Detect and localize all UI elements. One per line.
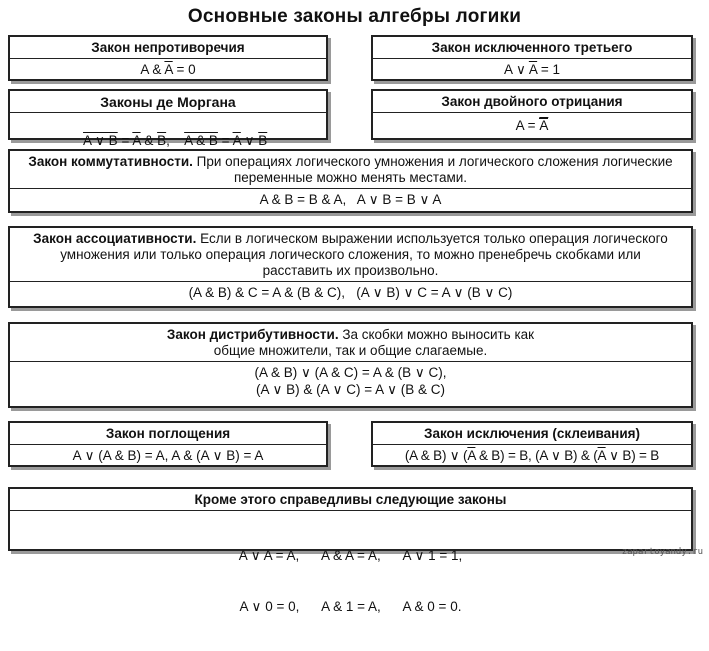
excluded-middle-box bbox=[371, 35, 693, 81]
excluded-middle-head: Закон исключенного третьего bbox=[373, 37, 691, 59]
associative-formula: (A & B) & C = A & (B & C), (A ∨ B) ∨ C = A ∨ (B ∨ C) bbox=[188, 285, 513, 300]
absorption-head: Закон поглощения bbox=[10, 423, 326, 445]
elimination-formula: (A & B) ∨ ($\overline{A}$ & B) = B, (A ∨ B) & ($\overline{A}$ ∨ B) = B bbox=[404, 448, 660, 463]
de-morgan-head: Законы де Моргана bbox=[10, 91, 326, 113]
elimination-head: Закон исключения (склеивания) bbox=[373, 423, 691, 445]
de-morgan-box bbox=[8, 89, 328, 148]
double-negation-box bbox=[371, 89, 693, 140]
noncontradiction-head: Закон непротиворечия bbox=[10, 37, 326, 59]
double-negation-formula: $A = \overline{A}$ bbox=[515, 118, 549, 133]
absorption-box bbox=[8, 421, 328, 467]
double-negation-head: Закон двойного отрицания bbox=[373, 91, 691, 113]
page-title: Основные законы алгебры логики bbox=[187, 6, 522, 27]
other-laws-formulas bbox=[10, 511, 691, 651]
other-laws-head: Кроме этого справедливы следующие законы bbox=[10, 489, 691, 511]
associative-head: Закон ассоциативности. Если в логическом выражении используется только операция логического умножения или только операция логического сложения, то можно пренебречь скобками или расставить их произвольно. bbox=[10, 228, 691, 282]
commutative-formula: A & B = B & A, A ∨ B = B ∨ A bbox=[259, 192, 442, 207]
distributive-head: Закон дистрибутивности. За скобки можно выносить как общие множители, так и общие слагаемые. bbox=[10, 324, 691, 362]
commutative-head: Закон коммутативности. При операциях логического умножения и логического сложения логические переменные можно менять местами. bbox=[10, 151, 691, 189]
absorption-formula: A ∨ (A & B) = A, A & (A ∨ B) = A bbox=[72, 448, 264, 463]
other-laws-line-2: A ∨ 0 = 0, A & 1 = A, A & 0 = 0. bbox=[239, 599, 462, 614]
distributive-formula bbox=[10, 362, 691, 400]
associative-box bbox=[8, 226, 693, 308]
excluded-middle-formula: A ∨ $\overline{A} = 1$ bbox=[503, 62, 561, 77]
distributive-line-2: (A ∨ B) & (A ∨ C) = A ∨ (B & C) bbox=[255, 382, 446, 397]
elimination-box bbox=[371, 421, 693, 467]
other-laws-line-1: A ∨ A = A, A & A = A, A ∨ 1 = 1, bbox=[238, 548, 463, 563]
de-morgan-formula: A ∨ $B = \overline{A}$ & $\overline{B}$, A & $B = \overline{A}$ ∨ $\overline{B}$ bbox=[83, 133, 268, 148]
commutative-box bbox=[8, 149, 693, 213]
noncontradiction-box bbox=[8, 35, 328, 81]
watermark: zapartoyandy.ru bbox=[621, 547, 703, 557]
noncontradiction-formula: A & $\overline{A} = 0$ bbox=[140, 62, 196, 77]
distributive-line-1: (A & B) ∨ (A & C) = A & (B ∨ C), bbox=[254, 365, 447, 380]
distributive-box bbox=[8, 322, 693, 408]
